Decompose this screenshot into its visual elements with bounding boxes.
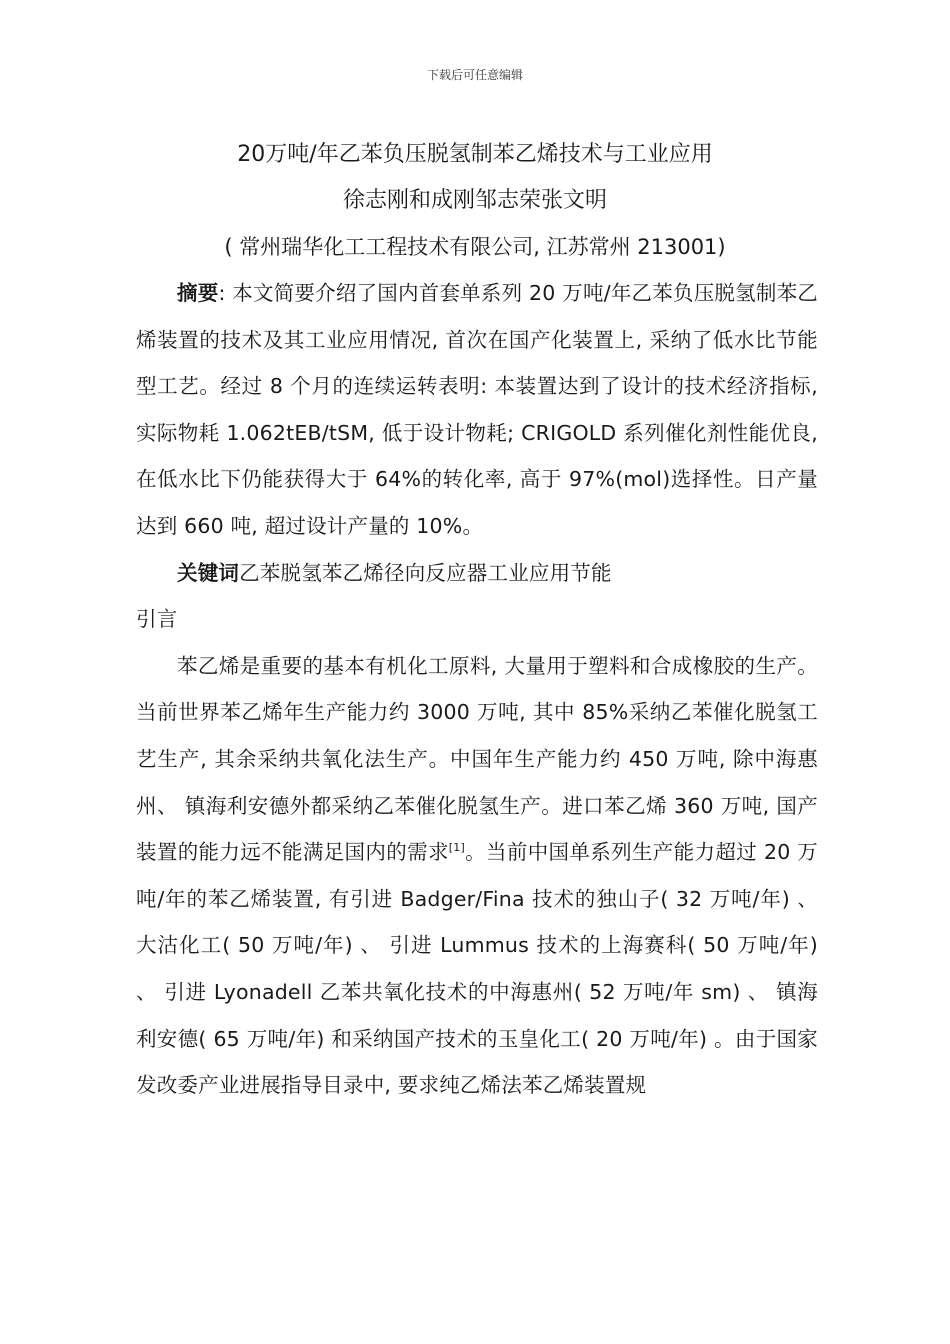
keywords-label: 关键词 [177,560,240,585]
author-list: 徐志刚和成刚邹志荣张文明 [342,188,607,213]
section-heading-intro: 引言 [136,607,178,632]
intro-paragraph [136,643,818,1109]
abstract-separator: : [218,281,226,305]
abstract-text: 本文简要介绍了国内首套单系列 20 万吨/年乙苯负压脱氢制苯乙烯装置的技术及其工业应用情况, 首次在国产化装置上, 采纳了低水比节能型工艺。经过 8 个月的连续运转表明: 本装置达到了设计的技术经济指标, 实际物耗 1.062tEB/tSM, 低于设计物耗; CRIGOLD 系列催化剂性能优良, 在低水比下仍能获得大于 64%的转化率, 高于 97%(mol)选择性。日产量达到 660 吨, 超过设计产量的 10%。 [136,281,818,538]
keywords-text: 乙苯脱氢苯乙烯径向反应器工业应用节能 [239,560,612,585]
paper-title: 20万吨/年乙苯负压脱氢制苯乙烯技术与工业应用 [237,142,713,167]
keywords-paragraph [136,550,818,597]
document-body [136,270,818,1109]
intro-text-before-ref: 苯乙烯是重要的基本有机化工原料, 大量用于塑料和合成橡胶的生产。当前世界苯乙烯年生产能力约 3000 万吨, 其中 85%采纳乙苯催化脱氢工艺生产, 其余采纳共氧化法生产。中国年生产能力约 450 万吨, 除中海惠州、 镇海利安德外都采纳乙苯催化脱氢生产。进口苯乙烯 360 万吨, 国产装置的能力远不能满足国内的需求 [136,653,818,865]
title-block [0,132,950,270]
abstract-label: 摘要 [177,281,219,305]
reference-marker: [1] [448,841,465,855]
abstract-paragraph [136,270,818,550]
header-note: 下载后可任意编辑 [426,68,523,82]
intro-text-after-ref: 。当前中国单系列生产能力超过 20 万吨/年的苯乙烯装置, 有引进 Badger/Fina 技术的独山子( 32 万吨/年) 、 大沽化工( 50 万吨/年) 、 引进 Lummus 技术的上海赛科( 50 万吨/年) 、 引进 Lyonadell 乙苯共氧化技术的中海惠州( 52 万吨/年 sm) 、 镇海利安德( 65 万吨/年) 和采纳国产技术的玉皇化工( 20 万吨/年) 。由于国家发改委产业进展指导目录中, 要求纯乙烯法苯乙烯装置规 [136,840,818,1098]
affiliation: ( 常州瑞华化工工程技术有限公司, 江苏常州 213001) [224,235,726,259]
